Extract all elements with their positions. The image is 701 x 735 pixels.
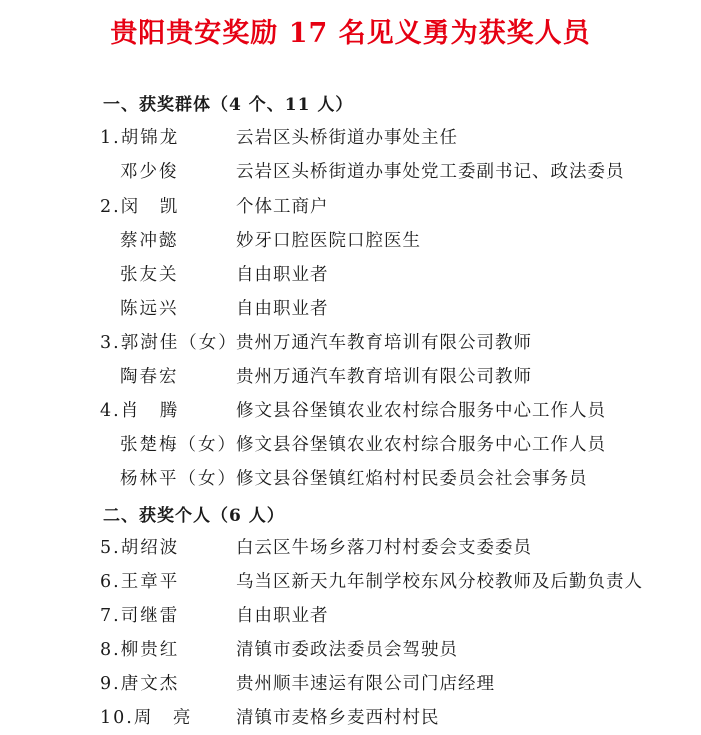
awardee-role: 乌当区新天九年制学校东风分校教师及后勤负责人: [236, 572, 643, 592]
awardee-role: 贵州顺丰速运有限公司门店经理: [236, 674, 495, 694]
awardee-name: 蔡冲懿: [120, 231, 179, 251]
list-item: [0, 569, 701, 595]
list-item: [0, 466, 701, 492]
section-heading-individuals: 二、获奖个人（6 人）: [103, 506, 285, 526]
awardee-name: 9.唐文杰: [100, 674, 180, 694]
awardee-name: 8.柳贵红: [100, 640, 180, 660]
list-item: [0, 671, 701, 697]
awardee-role: 白云区牛场乡落刀村村委会支委委员: [236, 538, 532, 558]
list-item: [0, 159, 701, 185]
awardee-role: 云岩区头桥街道办事处党工委副书记、政法委员: [236, 162, 625, 182]
list-item: [0, 262, 701, 288]
list-item: [0, 364, 701, 390]
awardee-role: 自由职业者: [236, 606, 329, 626]
awardee-name: 10.周 亮: [100, 708, 193, 728]
page-title: 贵阳贵安奖励 17 名见义勇为获奖人员: [110, 18, 591, 49]
list-item: [0, 228, 701, 254]
awardee-role: 清镇市麦格乡麦西村村民: [236, 708, 440, 728]
awardee-name: 杨林平（女）: [120, 469, 237, 489]
awardee-name: 3.郭澍佳（女）: [100, 333, 238, 353]
awardee-name: 张友关: [120, 265, 179, 285]
list-item: [0, 125, 701, 151]
list-item: [0, 705, 701, 731]
awardee-role: 修文县谷堡镇红焰村村民委员会社会事务员: [236, 469, 588, 489]
list-item: [0, 432, 701, 458]
list-item: [0, 603, 701, 629]
awardee-name: 5.胡绍波: [100, 538, 180, 558]
awardee-name: 7.司继雷: [100, 606, 180, 626]
list-item: [0, 535, 701, 561]
awardee-name: 1.胡锦龙: [100, 128, 180, 148]
awardee-name: 张楚梅（女）: [120, 435, 237, 455]
section-heading-groups: 一、获奖群体（4 个、11 人）: [103, 95, 354, 115]
awardee-name: 6.王章平: [100, 572, 180, 592]
list-item: [0, 194, 701, 220]
list-item: [0, 398, 701, 424]
awardee-role: 贵州万通汽车教育培训有限公司教师: [236, 367, 532, 387]
awardee-name: 2.闵 凯: [100, 197, 180, 217]
awardee-role: 个体工商户: [236, 197, 329, 217]
awardee-name: 陈远兴: [120, 299, 179, 319]
awardee-role: 贵州万通汽车教育培训有限公司教师: [236, 333, 532, 353]
list-item: [0, 296, 701, 322]
list-item: [0, 330, 701, 356]
awardee-name: 邓少俊: [120, 162, 179, 182]
awardee-role: 自由职业者: [236, 265, 329, 285]
awardee-role: 清镇市委政法委员会驾驶员: [236, 640, 458, 660]
awardee-role: 修文县谷堡镇农业农村综合服务中心工作人员: [236, 401, 606, 421]
awardee-role: 自由职业者: [236, 299, 329, 319]
awardee-role: 云岩区头桥街道办事处主任: [236, 128, 458, 148]
list-item: [0, 637, 701, 663]
awardee-name: 陶春宏: [120, 367, 179, 387]
awardee-role: 妙牙口腔医院口腔医生: [236, 231, 421, 251]
awardee-role: 修文县谷堡镇农业农村综合服务中心工作人员: [236, 435, 606, 455]
awardee-name: 4.肖 腾: [100, 401, 180, 421]
